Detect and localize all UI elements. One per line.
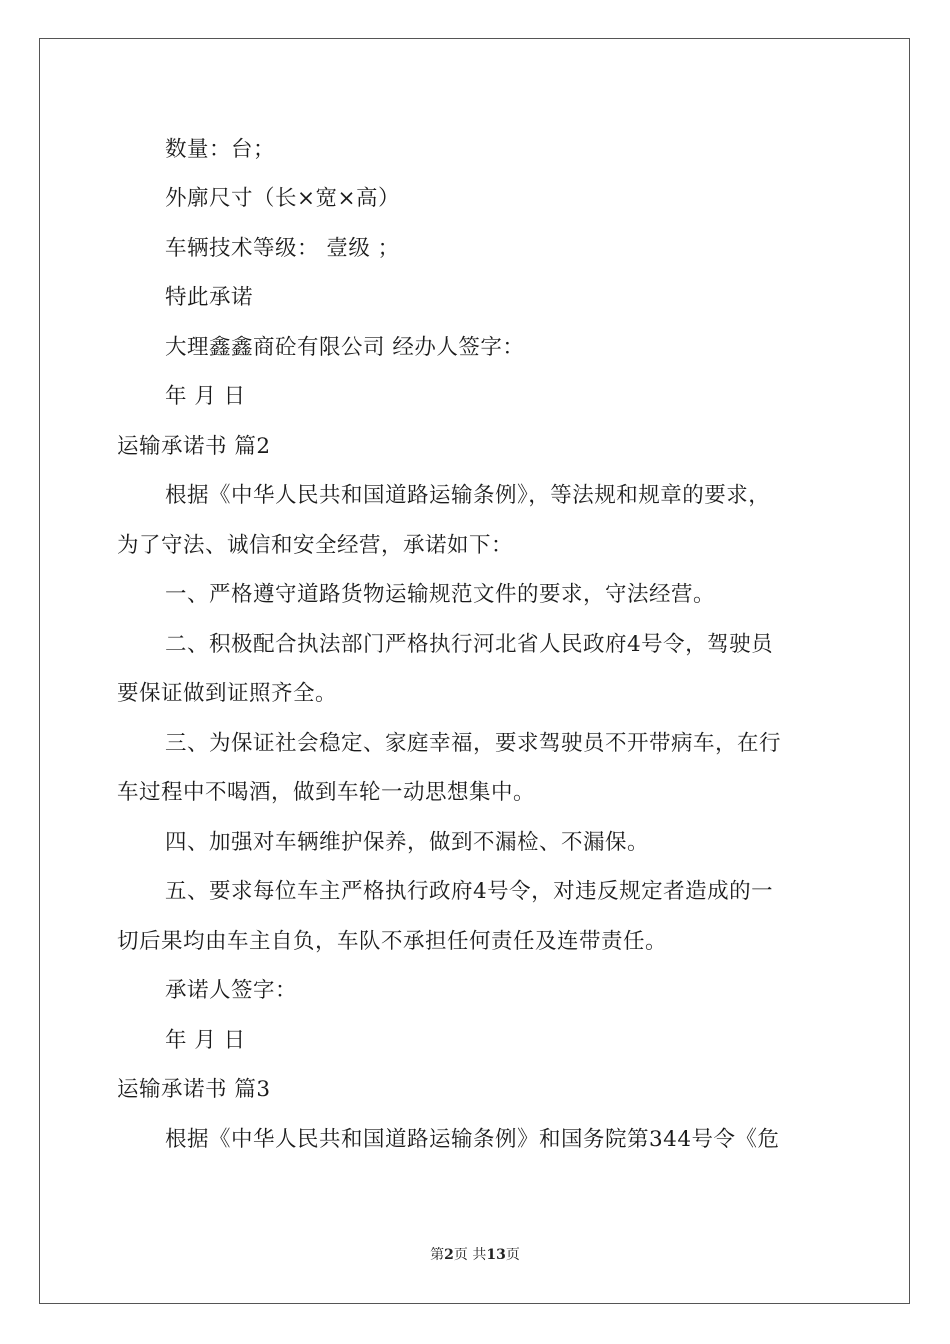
item-2: 二、积极配合执法部门严格执行河北省人民政府4号令，驾驶员 <box>165 632 774 657</box>
dimensions-line: 外廓尺寸（长×宽×高） <box>165 186 401 211</box>
date-line: 年 月 日 <box>165 384 246 409</box>
footer-suffix: 页 <box>505 1247 520 1263</box>
item-3-cont: 车过程中不喝酒，做到车轮一动思想集中。 <box>117 780 536 805</box>
page-border <box>39 38 910 1304</box>
footer-page-number: 2 <box>444 1247 454 1263</box>
paragraph-line: 根据《中华人民共和国道路运输条例》，等法规和规章的要求， <box>165 483 771 508</box>
date-line: 年 月 日 <box>165 1028 246 1053</box>
item-1: 一、严格遵守道路货物运输规范文件的要求，守法经营。 <box>165 582 716 607</box>
quantity-line: 数量：台； <box>165 137 276 162</box>
page-footer <box>0 1245 950 1265</box>
item-4: 四、加强对车辆维护保养，做到不漏检、不漏保。 <box>165 830 650 855</box>
footer-mid: 页 共 <box>453 1247 487 1263</box>
section-heading: 运输承诺书 篇3 <box>117 1077 271 1102</box>
item-5-cont: 切后果均由车主自负，车队不承担任何责任及连带责任。 <box>117 929 668 954</box>
promisor-signature-line: 承诺人签字： <box>165 978 298 1003</box>
paragraph-line: 根据《中华人民共和国道路运输条例》和国务院第344号令《危 <box>165 1127 780 1152</box>
item-5: 五、要求每位车主严格执行政府4号令，对违反规定者造成的一 <box>165 879 774 904</box>
section-heading: 运输承诺书 篇2 <box>117 434 271 459</box>
item-2-cont: 要保证做到证照齐全。 <box>117 681 338 706</box>
company-signature-line: 大理鑫鑫商砼有限公司 经办人签字： <box>165 335 525 360</box>
item-3: 三、为保证社会稳定、家庭幸福，要求驾驶员不开带病车，在行 <box>165 731 782 756</box>
footer-total-pages: 13 <box>486 1247 506 1263</box>
tech-grade-line: 车辆技术等级： 壹级 ； <box>165 236 400 261</box>
hereby-line: 特此承诺 <box>165 285 254 310</box>
paragraph-line: 为了守法、诚信和安全经营，承诺如下： <box>117 533 514 558</box>
footer-prefix: 第 <box>430 1247 445 1263</box>
